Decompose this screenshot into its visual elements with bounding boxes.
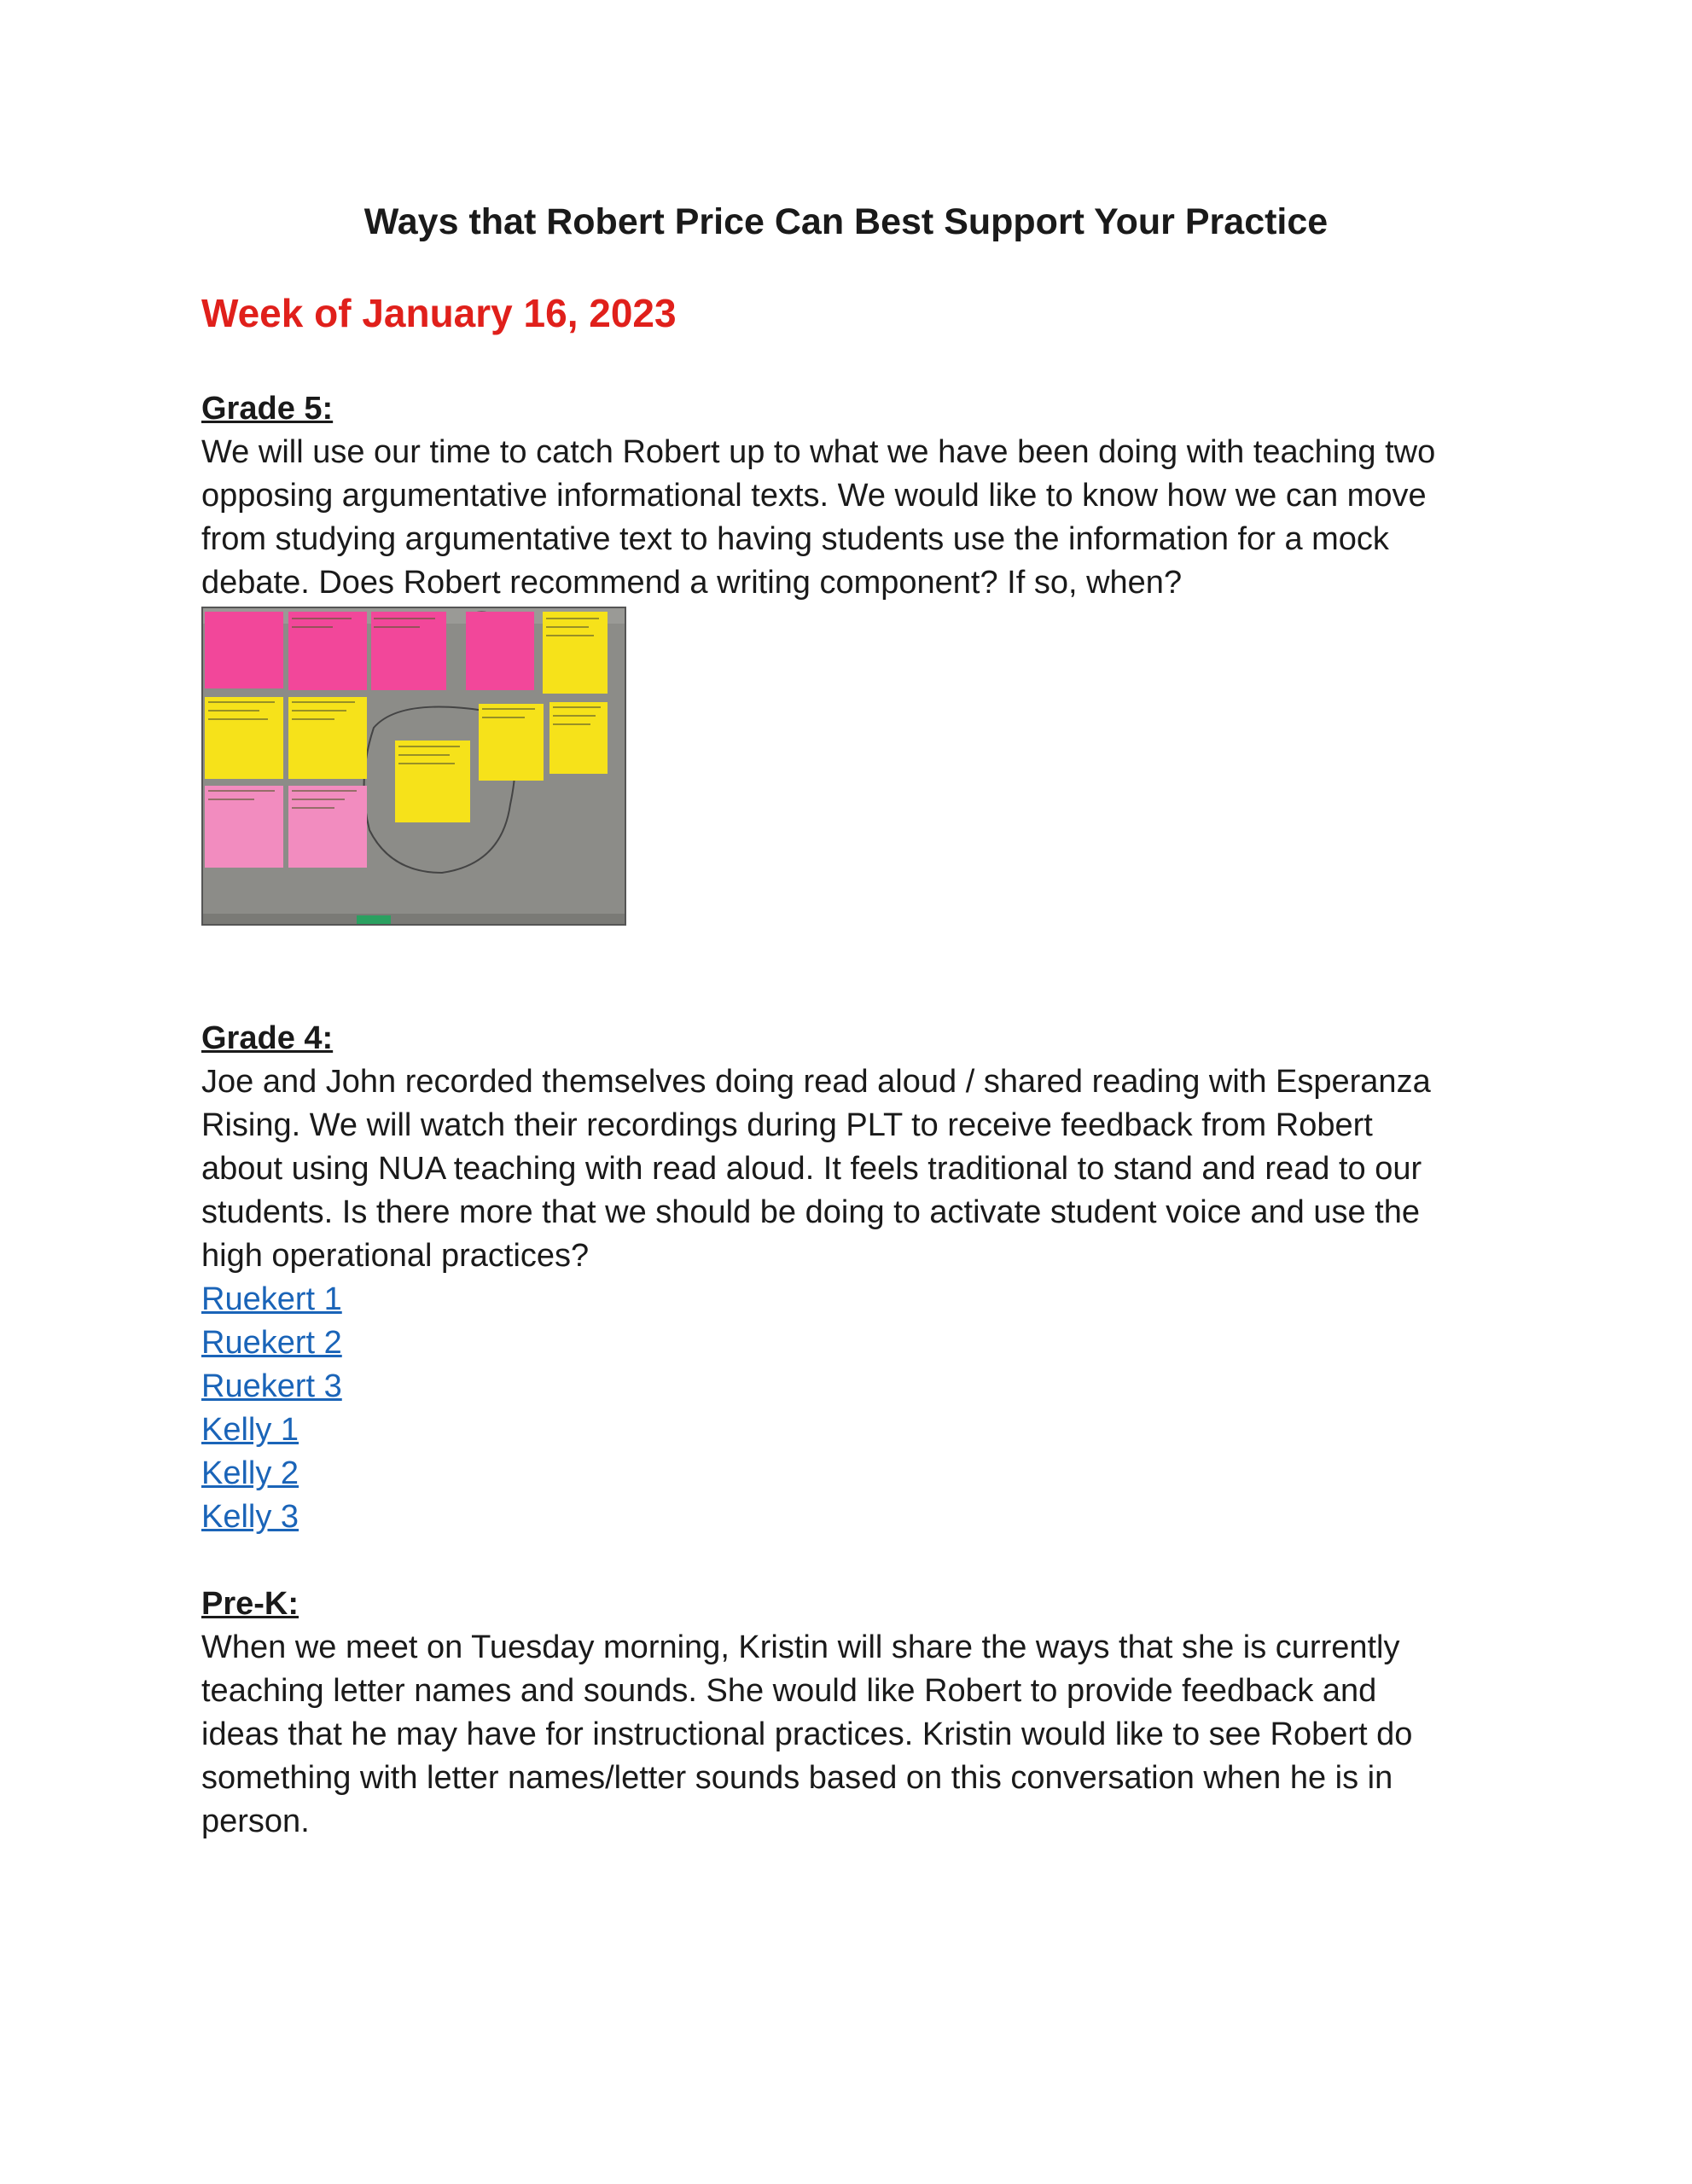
paragraph-line: students. Is there more that we should be doing to activate student voice and use the xyxy=(201,1194,1421,1230)
page-title: Ways that Robert Price Can Best Support Your Practice xyxy=(363,201,1329,242)
paragraph-line: debate. Does Robert recommend a writing component? If so, when? xyxy=(201,565,1183,601)
link-ruekert-2[interactable]: Ruekert 2 xyxy=(201,1325,342,1361)
section-heading: Pre-K: xyxy=(201,1586,299,1622)
paragraph-line: person. xyxy=(201,1804,310,1839)
paragraph-line: from studying argumentative text to having students use the information for a mock xyxy=(201,521,1389,557)
link-ruekert-1[interactable]: Ruekert 1 xyxy=(201,1281,342,1317)
recording-links xyxy=(201,1278,1515,1539)
link-kelly-1[interactable]: Kelly 1 xyxy=(201,1412,299,1448)
section-heading: Grade 5: xyxy=(201,391,334,427)
link-kelly-3[interactable]: Kelly 3 xyxy=(201,1499,299,1535)
week-heading: Week of January 16, 2023 xyxy=(201,291,677,335)
grade-5-section xyxy=(201,387,1515,605)
link-ruekert-3[interactable]: Ruekert 3 xyxy=(201,1368,342,1404)
paragraph-line: about using NUA teaching with read aloud. It feels traditional to stand and read to our xyxy=(201,1151,1422,1187)
grade-4-section xyxy=(201,1017,1515,1539)
paragraph-line: something with letter names/letter sounds based on this conversation when he is in xyxy=(201,1760,1393,1796)
sticky-notes-photo xyxy=(201,607,626,926)
pre-k-section xyxy=(201,1583,1515,1844)
paragraph-line: Rising. We will watch their recordings during PLT to receive feedback from Robert xyxy=(201,1107,1373,1143)
paragraph-line: opposing argumentative informational texts. We would like to know how we can move xyxy=(201,478,1427,514)
paragraph-line: We will use our time to catch Robert up to what we have been doing with teaching two xyxy=(201,434,1436,470)
paragraph-line: When we meet on Tuesday morning, Kristin will share the ways that she is currently xyxy=(201,1629,1400,1665)
paragraph-line: teaching letter names and sounds. She would like Robert to provide feedback and xyxy=(201,1673,1377,1709)
section-heading: Grade 4: xyxy=(201,1020,334,1056)
paragraph-line: ideas that he may have for instructional practices. Kristin would like to see Robert do xyxy=(201,1716,1413,1752)
link-kelly-2[interactable]: Kelly 2 xyxy=(201,1455,299,1491)
paragraph-line: Joe and John recorded themselves doing read aloud / shared reading with Esperanza xyxy=(201,1064,1431,1100)
paragraph-line: high operational practices? xyxy=(201,1238,590,1274)
